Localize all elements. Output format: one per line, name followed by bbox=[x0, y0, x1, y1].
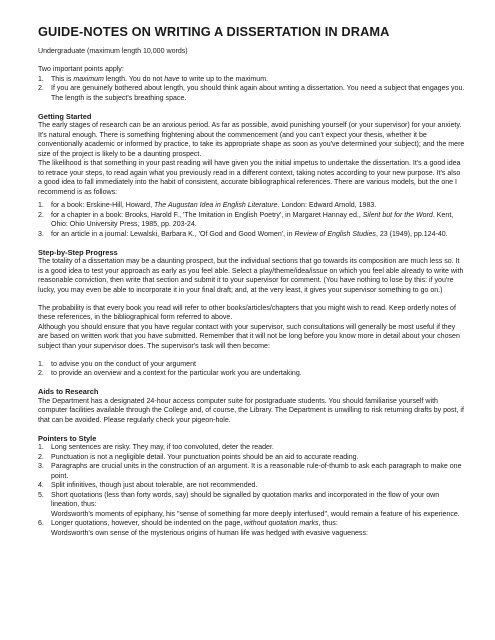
paragraph: The Department has a designated 24-hour access computer suite for postgraduate students. You should familiarise yourself with computer facilities available through the College and, of course, the Library. The Department is unwilling to risk returning drafts by post, if that can be avoided. Please regularly check your pigeon-hole. bbox=[38, 397, 464, 424]
list-item: 3. Paragraphs are crucial units in the construction of an argument. It is a reasonable rule-of-thumb to ask each paragraph to make one point. bbox=[38, 463, 462, 480]
reference-item: 2. for a chapter in a book: Brooks, Harold F., 'The Imitation in English Poetry', in Margaret Hannay ed., Silent but for the Word. Kent, Ohio: Ohio University Press, 1985, pp. 203-24. bbox=[38, 211, 454, 228]
paragraph: The totality of a dissertation may be a daunting prospect, but the individual sections that go towards its composition are much less so. It is a good idea to test your approach as early as you feel able. Select a play/theme/idea/issue on which you feel able already to write with reasonable conviction, then write that section and submit it to your supervisor for comment. (You have nothing to lose by this: if you're lucky, you may even be able to incorporate it in your final draft; and, at the very least, it gives your supervisor something to go on.) bbox=[38, 258, 464, 294]
list-item bbox=[38, 75, 465, 85]
paragraph: Although you should ensure that you have regular contact with your supervisor, such consultations will generally be most useful if they are based on written work that you have submitted. Remember that it will not be long before you know more in detail about your chosen subject than your supervisor does. The supervisor's task will then become: bbox=[38, 323, 460, 350]
list-item: 2. to provide an overview and a context for the particular work you are undertaking. bbox=[38, 370, 302, 377]
paragraph: The probability is that every book you read will refer to other books/articles/chapters that you might wish to read. Keep orderly notes of these references, in the bibliographical form referred to above. bbox=[38, 304, 456, 321]
list-text: This is maximum length. You do not have to write up to the maximum. bbox=[51, 75, 269, 83]
list-number: 2. bbox=[38, 85, 44, 92]
section-heading-step-by-step: Step-by-Step Progress bbox=[38, 247, 118, 257]
points-intro: Two important points apply: bbox=[38, 66, 124, 73]
list-item: 4. Split infinitives, though just about tolerable, are not recommended. bbox=[38, 482, 258, 489]
quotation: Wordsworth's own sense of the mysterious origins of human life was hedged with evasive vagueness: bbox=[51, 529, 368, 537]
list-item bbox=[38, 84, 465, 103]
page-title: GUIDE-NOTES ON WRITING A DISSERTATION IN DRAMA bbox=[38, 24, 390, 39]
subtitle: Undergraduate (maximum length 10,000 words) bbox=[38, 48, 188, 55]
list-item: 1. Long sentences are risky. They may, if too convoluted, deter the reader. bbox=[38, 444, 274, 451]
reference-item: 3. for an article in a journal: Lewalski, Barbara K., 'Of God and Good Women', in Review of English Studies, 23 (1949), pp.124-40. bbox=[38, 230, 448, 238]
quotation: Wordsworth's moments of epiphany, his "sense of something far more deeply interfused", would remain a feature of his experience. bbox=[51, 510, 460, 518]
list-item: 1. to advise you on the conduct of your argument bbox=[38, 360, 196, 368]
list-number: 1. bbox=[38, 75, 44, 83]
list-item: 6. Longer quotations, however, should be indented on the page, without quotation marks, thus: Wordsworth's own sense of the mysterious origins of human life was hedged with evasive vagueness: bbox=[38, 520, 368, 537]
list-item: 5. Short quotations (less than forty words, say) should be signalled by quotation marks and incorporated in the flow of your own lineation, thus: Wordsworth's moments of epiphany, his "sense of something far more deeply interfused", would remain a feature of his experience. bbox=[38, 491, 460, 518]
reference-item: 1. for a book: Erskine-Hill, Howard, The Augustan Idea in English Literature. London: Edward Arnold, 1983. bbox=[38, 202, 377, 209]
section-heading-aids: Aids to Research bbox=[38, 387, 99, 396]
list-text: Short quotations (less than forty words, say) should be signalled by quotation marks and incorporated in the flow of your own lineation, thus: bbox=[51, 491, 440, 508]
section-heading-style: Pointers to Style bbox=[38, 433, 97, 443]
section-heading-getting-started: Getting Started bbox=[38, 111, 92, 121]
list-text: If you are genuinely bothered about length, you should think again about writing a dissertation. You need a subject that engages you. The length is the subject's breathing space. bbox=[51, 85, 465, 102]
paragraph: The early stages of research can be an anxious period. As far as possible, avoid punishing yourself (or your supervisor) for your anxiety. It's natural enough. There is something frightening about the commencement (and you can't expect your thesis, whether it be conventionally academic or informed by practice, to take its appropriate shape as soon as you've determined your subject); and the mere size of the project is likely to be a daunting prospect. bbox=[38, 122, 465, 158]
paragraph: The likelihood is that something in your past reading will have given you the initial impetus to undertake the dissertation. It's a good idea to retrace your steps, to read again what you previously read in a different context, taking notes according to your new purpose. It's also a good idea to fall immediately into the habit of consistent, accurate bibliographical references. There are various models, but the one I recommend is as follows: bbox=[38, 160, 461, 196]
list-item: 2. Punctuation is not a negligible detail. Your punctuation points should be an aid to accurate reading. bbox=[38, 453, 359, 461]
